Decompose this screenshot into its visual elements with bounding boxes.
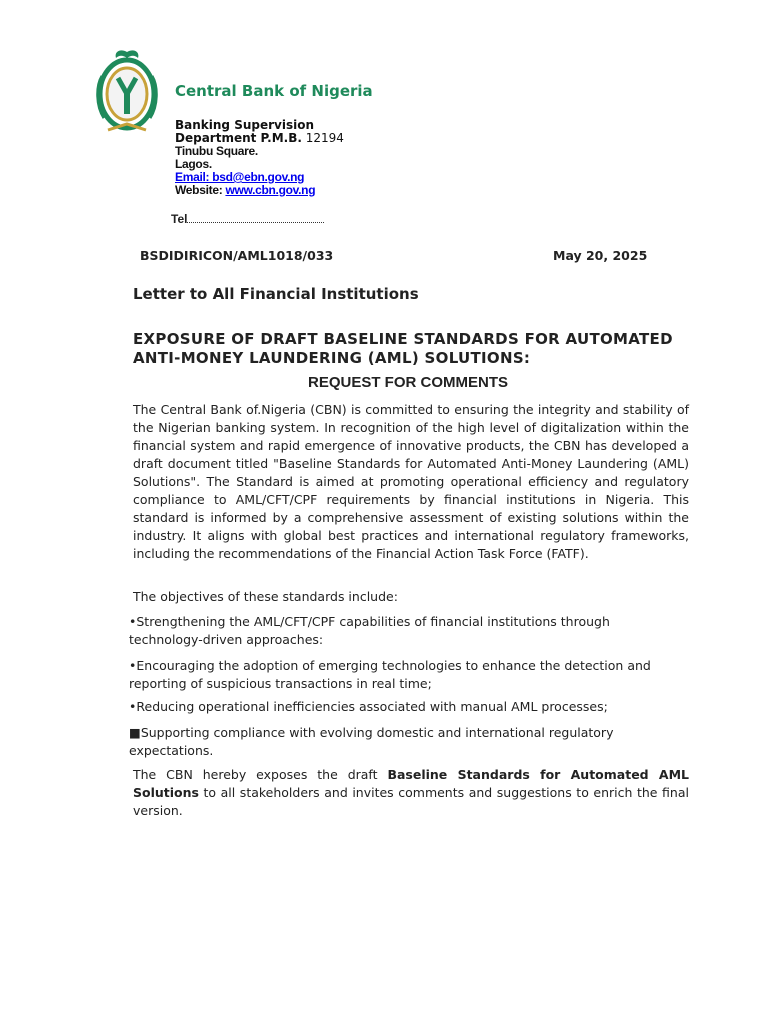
letter-addressee: Letter to All Financial Institutions: [133, 285, 419, 303]
objective-item: [129, 724, 685, 760]
objective-item: [129, 698, 685, 716]
objective-text: Encouraging the adoption of emerging technologies to enhance the detection and reporting of suspicious transactions in real time;: [129, 658, 651, 691]
bullet-marker: •: [129, 699, 137, 714]
city: Lagos.: [175, 157, 212, 171]
closing-paragraph: [133, 766, 689, 820]
intro-paragraph: The Central Bank of.Nigeria (CBN) is committed to ensuring the integrity and stability of the Nigerian banking system. In recognition of the high level of digitalization within the financial system and rapid emergence of innovative products, the CBN has developed a draft document titled "Baseline Standards for Automated Anti-Money Laundering (AML) Solutions". The Standard is aimed at promoting operational efficiency and regulatory compliance to AML/CFT/CPF requirements by financial institutions in Nigeria. This standard is informed by a comprehensive assessment of existing solutions within the industry. It aligns with global best practices and international regulatory frameworks, including the recommendations of the Financial Action Task Force (FATF).: [133, 402, 689, 561]
request-heading: REQUEST FOR COMMENTS: [307, 374, 508, 391]
bullet-marker: ■: [129, 725, 141, 740]
website-line: [175, 184, 344, 197]
pmb-number: 12194: [305, 131, 344, 145]
tel-line: [171, 212, 324, 226]
website-link[interactable]: www.cbn.gov.ng: [225, 183, 316, 197]
address-block: [175, 118, 344, 197]
street: Tinubu Square.: [175, 144, 258, 158]
objective-item: [129, 613, 685, 649]
department-pmb-label: Department P.M.B.: [175, 131, 302, 145]
objective-item: [129, 657, 685, 693]
letter-subject: EXPOSURE OF DRAFT BASELINE STANDARDS FOR AUTOMATED ANTI-MONEY LAUNDERING (AML) SOLUTIONS:: [133, 330, 673, 367]
department-line1: Banking Supervision: [175, 118, 315, 132]
bank-name: Central Bank of Nigeria: [175, 82, 373, 100]
objective-text: Supporting compliance with evolving domestic and international regulatory expectations.: [129, 725, 614, 758]
email-link[interactable]: Email: bsd@ebn.gov.ng: [175, 170, 305, 184]
objectives-intro: The objectives of these standards include:: [133, 589, 398, 604]
website-label: Website:: [175, 183, 223, 197]
closing-suffix: to all stakeholders and invites comments and suggestions to enrich the final version.: [133, 785, 689, 818]
closing-bold: Baseline Standards for Automated AML Solutions: [133, 767, 689, 800]
bullet-marker: •: [129, 614, 137, 629]
letter-date: May 20, 2025: [553, 248, 648, 263]
tel-label: Tel: [171, 212, 188, 226]
cbn-logo: [94, 46, 160, 138]
bullet-marker: •: [129, 658, 137, 673]
reference-number: BSDIDIRICON/AML1018/033: [140, 248, 334, 263]
objective-text: Strengthening the AML/CFT/CPF capabilities of financial institutions through technology-driven approaches:: [129, 614, 610, 647]
objective-text: Reducing operational inefficiencies associated with manual AML processes;: [136, 699, 608, 714]
closing-prefix: The CBN hereby exposes the draft: [133, 767, 388, 782]
tel-blank: [187, 216, 324, 223]
